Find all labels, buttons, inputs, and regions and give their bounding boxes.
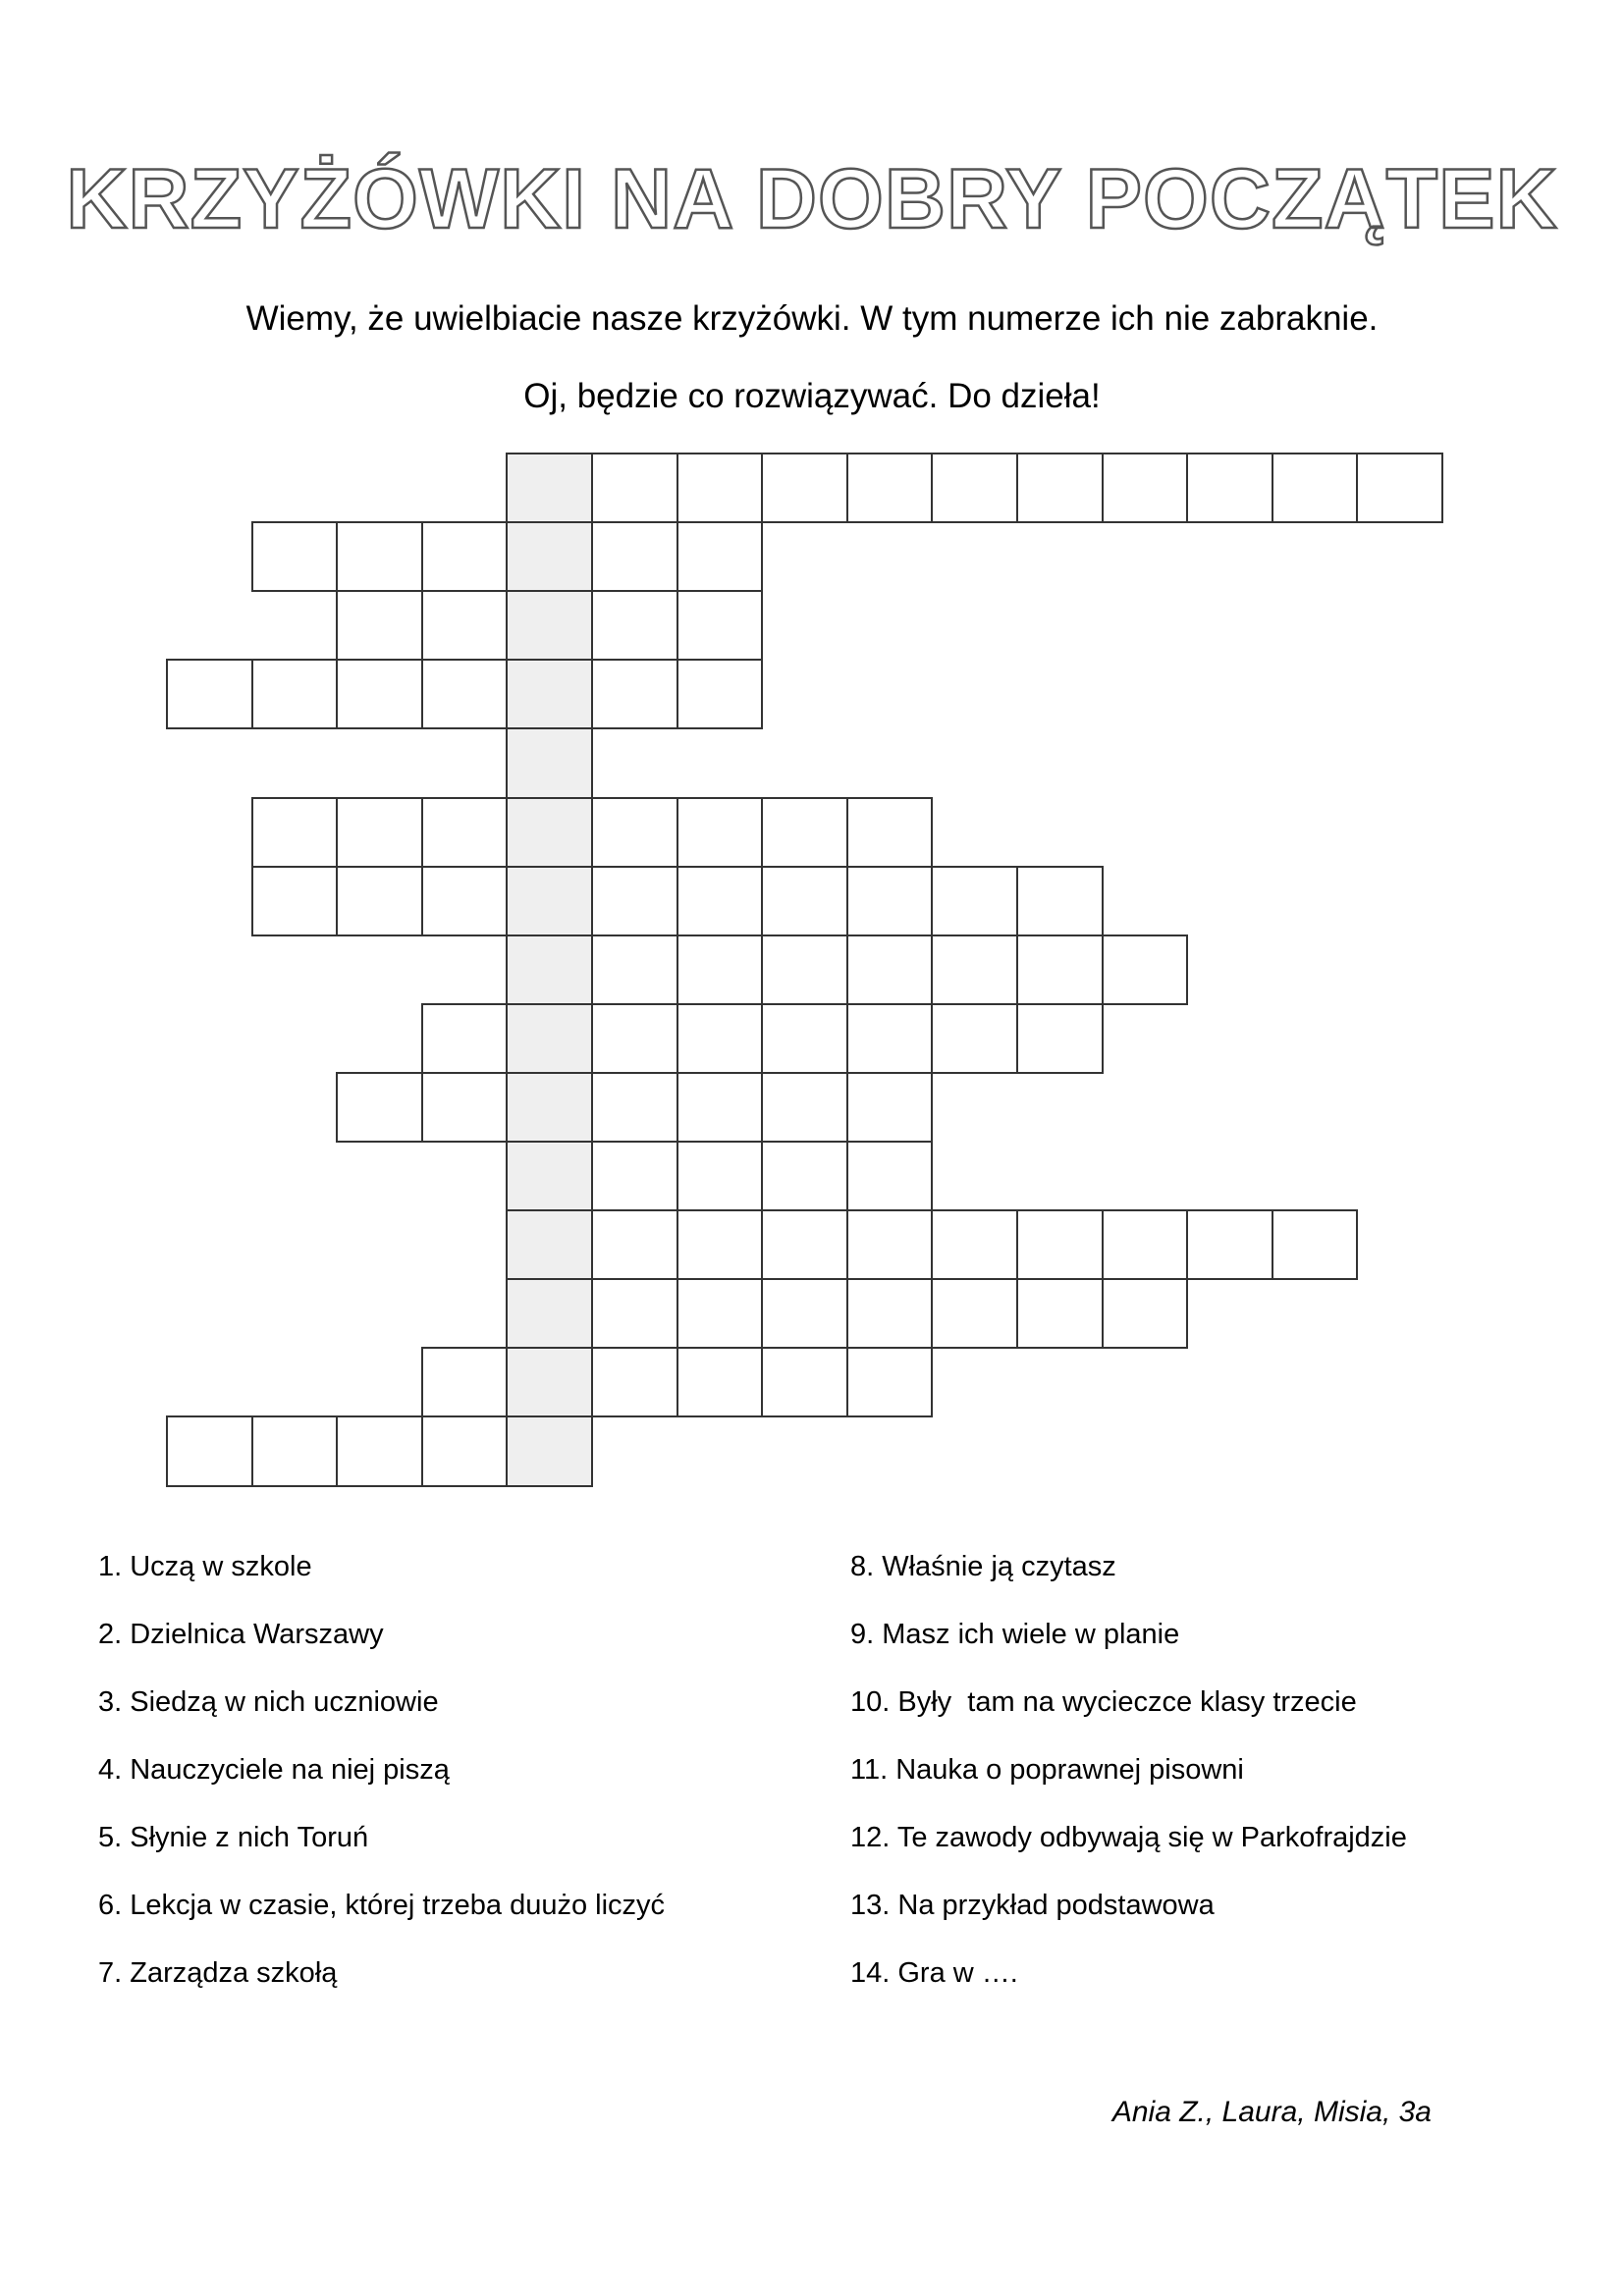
- crossword-cell[interactable]: [591, 1003, 678, 1074]
- crossword-cell[interactable]: [761, 1141, 848, 1211]
- crossword-cell[interactable]: [166, 1415, 253, 1487]
- crossword-key-cell[interactable]: [506, 521, 593, 592]
- clue-9: 9. Masz ich wiele w planie: [850, 1619, 1180, 1650]
- crossword-cell[interactable]: [677, 1347, 763, 1417]
- crossword-cell[interactable]: [591, 866, 678, 936]
- crossword-cell[interactable]: [1016, 1278, 1104, 1349]
- crossword-key-cell[interactable]: [506, 727, 593, 799]
- crossword-key-cell[interactable]: [506, 1347, 593, 1417]
- crossword-cell[interactable]: [1186, 1209, 1273, 1280]
- crossword-key-cell[interactable]: [506, 1072, 593, 1143]
- crossword-cell[interactable]: [677, 521, 763, 592]
- crossword-cell[interactable]: [591, 797, 678, 868]
- crossword-cell[interactable]: [761, 1072, 848, 1143]
- crossword-key-cell[interactable]: [506, 1209, 593, 1280]
- crossword-cell[interactable]: [846, 453, 933, 523]
- crossword-cell[interactable]: [421, 1347, 508, 1417]
- crossword-key-cell[interactable]: [506, 590, 593, 661]
- crossword-cell[interactable]: [421, 1415, 508, 1487]
- crossword-cell[interactable]: [591, 1278, 678, 1349]
- clue-14: 14. Gra w ….: [850, 1957, 1018, 1989]
- crossword-cell[interactable]: [166, 659, 253, 729]
- crossword-cell[interactable]: [421, 1003, 508, 1074]
- crossword-cell[interactable]: [1016, 866, 1104, 936]
- crossword-cell[interactable]: [1016, 934, 1104, 1005]
- clue-13: 13. Na przykład podstawowa: [850, 1890, 1215, 1921]
- crossword-cell[interactable]: [1102, 453, 1188, 523]
- clues-left-column: [98, 1553, 665, 2027]
- crossword-cell[interactable]: [1272, 1209, 1358, 1280]
- clues-right-column: [850, 1553, 1407, 2027]
- crossword-cell[interactable]: [1102, 1209, 1188, 1280]
- crossword-cell[interactable]: [677, 797, 763, 868]
- crossword-key-cell[interactable]: [506, 659, 593, 729]
- clue-2: 2. Dzielnica Warszawy: [98, 1619, 384, 1650]
- crossword-cell[interactable]: [591, 659, 678, 729]
- crossword-cell[interactable]: [761, 453, 848, 523]
- crossword-cell[interactable]: [761, 797, 848, 868]
- crossword-cell[interactable]: [251, 797, 338, 868]
- clue-11: 11. Nauka o poprawnej pisowni: [850, 1754, 1244, 1786]
- crossword-cell[interactable]: [1016, 453, 1104, 523]
- crossword-cell[interactable]: [761, 1347, 848, 1417]
- crossword-cell[interactable]: [846, 797, 933, 868]
- crossword-cell[interactable]: [421, 659, 508, 729]
- crossword-cell[interactable]: [931, 453, 1018, 523]
- crossword-key-cell[interactable]: [506, 1415, 593, 1487]
- crossword-cell[interactable]: [591, 1072, 678, 1143]
- crossword-cell[interactable]: [931, 1209, 1018, 1280]
- crossword-cell[interactable]: [336, 659, 423, 729]
- crossword-cell[interactable]: [677, 1072, 763, 1143]
- crossword-cell[interactable]: [591, 1209, 678, 1280]
- crossword-cell[interactable]: [761, 1278, 848, 1349]
- crossword-cell[interactable]: [677, 453, 763, 523]
- crossword-cell[interactable]: [846, 866, 933, 936]
- clue-8: 8. Właśnie ją czytasz: [850, 1551, 1116, 1582]
- crossword-cell[interactable]: [846, 1209, 933, 1280]
- crossword-key-cell[interactable]: [506, 797, 593, 868]
- crossword-cell[interactable]: [591, 453, 678, 523]
- crossword-cell[interactable]: [336, 866, 423, 936]
- crossword-cell[interactable]: [931, 934, 1018, 1005]
- intro-line-2: Oj, będzie co rozwiązywać. Do dzieła!: [523, 377, 1101, 415]
- crossword-cell[interactable]: [251, 1415, 338, 1487]
- crossword-key-cell[interactable]: [506, 866, 593, 936]
- crossword-cell[interactable]: [1016, 1209, 1104, 1280]
- crossword-cell[interactable]: [336, 590, 423, 661]
- crossword-cell[interactable]: [251, 659, 338, 729]
- crossword-cell[interactable]: [677, 659, 763, 729]
- crossword-cell[interactable]: [846, 1278, 933, 1349]
- crossword-cell[interactable]: [846, 1072, 933, 1143]
- clue-4: 4. Nauczyciele na niej piszą: [98, 1754, 450, 1786]
- crossword-cell[interactable]: [591, 521, 678, 592]
- crossword-cell[interactable]: [1356, 453, 1443, 523]
- crossword-cell[interactable]: [1016, 1003, 1104, 1074]
- crossword-cell[interactable]: [846, 934, 933, 1005]
- crossword-cell[interactable]: [591, 1141, 678, 1211]
- crossword-cell[interactable]: [931, 1003, 1018, 1074]
- crossword-cell[interactable]: [421, 866, 508, 936]
- crossword-cell[interactable]: [251, 521, 338, 592]
- crossword-cell[interactable]: [591, 590, 678, 661]
- crossword-cell[interactable]: [761, 1209, 848, 1280]
- crossword-cell[interactable]: [421, 590, 508, 661]
- crossword-cell[interactable]: [1186, 453, 1273, 523]
- crossword-cell[interactable]: [677, 1003, 763, 1074]
- crossword-cell[interactable]: [931, 1278, 1018, 1349]
- crossword-cell[interactable]: [677, 1278, 763, 1349]
- clue-3: 3. Siedzą w nich uczniowie: [98, 1686, 439, 1718]
- crossword-cell[interactable]: [931, 866, 1018, 936]
- crossword-cell[interactable]: [251, 866, 338, 936]
- crossword-cell[interactable]: [761, 934, 848, 1005]
- crossword-key-cell[interactable]: [506, 1141, 593, 1211]
- crossword-cell[interactable]: [421, 521, 508, 592]
- crossword-cell[interactable]: [1272, 453, 1358, 523]
- clue-5: 5. Słynie z nich Toruń: [98, 1822, 369, 1853]
- crossword-cell[interactable]: [761, 1003, 848, 1074]
- clue-1: 1. Uczą w szkole: [98, 1551, 312, 1582]
- author-credit: Ania Z., Laura, Misia, 3a: [1111, 2096, 1432, 2128]
- crossword-cell[interactable]: [677, 1141, 763, 1211]
- crossword-cell[interactable]: [1102, 934, 1188, 1005]
- crossword-cell[interactable]: [336, 1415, 423, 1487]
- crossword-cell[interactable]: [761, 866, 848, 936]
- clue-12: 12. Te zawody odbywają się w Parkofrajdzie: [850, 1822, 1407, 1853]
- crossword-cell[interactable]: [846, 1141, 933, 1211]
- crossword-cell[interactable]: [421, 1072, 508, 1143]
- crossword-key-cell[interactable]: [506, 453, 593, 523]
- crossword-cell[interactable]: [677, 1209, 763, 1280]
- crossword-cell[interactable]: [677, 866, 763, 936]
- crossword-cell[interactable]: [591, 934, 678, 1005]
- crossword-cell[interactable]: [846, 1003, 933, 1074]
- clue-10: 10. Były tam na wycieczce klasy trzecie: [850, 1686, 1357, 1718]
- crossword-key-cell[interactable]: [506, 1278, 593, 1349]
- clue-7: 7. Zarządza szkołą: [98, 1957, 338, 1989]
- page-title: KRZYŻÓWKI NA DOBRY POCZĄTEK: [66, 152, 1558, 246]
- crossword-key-cell[interactable]: [506, 934, 593, 1005]
- crossword-cell[interactable]: [1102, 1278, 1188, 1349]
- crossword-cell[interactable]: [591, 1347, 678, 1417]
- crossword-cell[interactable]: [677, 934, 763, 1005]
- clue-6: 6. Lekcja w czasie, której trzeba duużo liczyć: [98, 1890, 666, 1921]
- crossword-cell[interactable]: [336, 521, 423, 592]
- crossword-cell[interactable]: [336, 797, 423, 868]
- crossword-cell[interactable]: [677, 590, 763, 661]
- intro-line-1: Wiemy, że uwielbiacie nasze krzyżówki. W tym numerze ich nie zabraknie.: [245, 299, 1379, 338]
- crossword-cell[interactable]: [421, 797, 508, 868]
- crossword-cell[interactable]: [846, 1347, 933, 1417]
- crossword-cell[interactable]: [336, 1072, 423, 1143]
- crossword-key-cell[interactable]: [506, 1003, 593, 1074]
